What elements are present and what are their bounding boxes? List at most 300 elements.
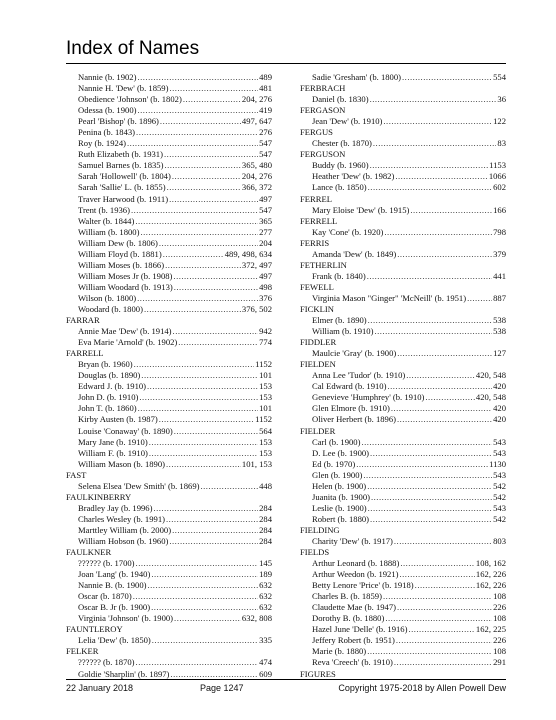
index-entry [300, 657, 506, 668]
entry-name: FIELDEN [300, 359, 336, 370]
entry-name: D. Lee (b. 1900) [312, 447, 370, 458]
index-entry [66, 282, 272, 293]
entry-name: Pearl 'Bishop' (b. 1896) [78, 116, 159, 127]
entry-name: Samuel Barnes (b. 1835) [78, 160, 164, 171]
surname-heading [300, 194, 506, 205]
index-entry [300, 403, 506, 414]
dot-leader [172, 525, 258, 536]
entry-name: FIELDER [300, 425, 336, 436]
entry-pages: 376 [259, 292, 272, 303]
dot-leader [169, 194, 258, 205]
entry-pages: 276 [259, 127, 272, 138]
surname-heading [300, 105, 506, 116]
dot-leader [169, 83, 258, 94]
dot-leader [165, 260, 241, 271]
entry-pages: 498 [259, 281, 272, 292]
entry-pages: 127 [493, 348, 506, 359]
index-entry [66, 160, 272, 171]
surname-heading [300, 547, 506, 558]
index-entry [66, 271, 272, 282]
entry-pages: 609 [259, 668, 272, 679]
index-entry [66, 525, 272, 536]
entry-name: ?????? (b. 1870) [78, 657, 135, 668]
dot-leader [135, 216, 258, 227]
dot-leader [391, 403, 492, 414]
index-entry [66, 227, 272, 238]
surname-heading [300, 359, 506, 370]
index-entry [300, 635, 506, 646]
entry-pages: 162, 226 [475, 569, 506, 580]
entry-name: Arthur Weedon (b. 1921) [312, 569, 399, 580]
dot-leader [159, 414, 254, 425]
entry-name: FARRELL [66, 348, 104, 359]
entry-name: William Woodard (b. 1913) [78, 281, 173, 292]
entry-name: FERGUS [300, 127, 333, 138]
index-entry [300, 448, 506, 459]
entry-name: FAST [66, 469, 87, 480]
entry-pages: 379 [493, 248, 506, 259]
dot-leader [151, 569, 258, 580]
entry-pages: 602 [493, 182, 506, 193]
dot-leader [166, 514, 258, 525]
index-entry [300, 437, 506, 448]
entry-name: Betty Lenore 'Price' (b. 1918) [312, 580, 414, 591]
dot-leader [387, 381, 492, 392]
index-entry [300, 558, 506, 569]
dot-leader [368, 315, 492, 326]
dot-leader [370, 448, 492, 459]
dot-leader [400, 569, 475, 580]
entry-name: Oscar (b. 1870) [78, 591, 132, 602]
entry-name: Robert (b. 1880) [312, 513, 370, 524]
dot-leader [164, 160, 240, 171]
index-entry [66, 326, 272, 337]
index-entry [66, 359, 272, 370]
entry-pages: 101, 153 [241, 458, 272, 469]
dot-leader [173, 271, 258, 282]
index-entry [66, 602, 272, 613]
dot-leader [383, 116, 492, 127]
entry-pages: 372, 497 [241, 259, 272, 270]
entry-pages: 803 [493, 535, 506, 546]
entry-name: Nannie B. (b. 1900) [78, 580, 147, 591]
entry-name: FAULKNER [66, 547, 112, 558]
dot-leader [415, 580, 475, 591]
entry-pages: 153 [259, 436, 272, 447]
entry-name: FIGURES [300, 668, 336, 679]
dot-leader [183, 94, 241, 105]
entry-name: Selena Elsea 'Dew Smith' (b. 1869) [78, 480, 200, 491]
dot-leader [385, 613, 492, 624]
entry-name: Claudette Mae (b. 1947) [312, 602, 397, 613]
dot-leader [371, 492, 492, 503]
dot-leader [140, 227, 258, 238]
dot-leader [148, 580, 259, 591]
entry-pages: 291 [493, 657, 506, 668]
entry-name: Glen Elmore (b. 1910) [312, 403, 390, 414]
index-entry [66, 437, 272, 448]
dot-leader [370, 160, 489, 171]
entry-name: Eva Marie 'Arnold' (b. 1902) [78, 337, 178, 348]
index-entry [66, 260, 272, 271]
index-entry [300, 392, 506, 403]
entry-pages: 420 [493, 403, 506, 414]
surname-heading [66, 646, 272, 657]
entry-name: Sarah 'Sallie' L. (b. 1855) [78, 182, 166, 193]
index-entry [66, 238, 272, 249]
index-entry [66, 370, 272, 381]
entry-pages: 448 [259, 480, 272, 491]
index-entry [66, 403, 272, 414]
index-entry [300, 348, 506, 359]
index-entry [300, 381, 506, 392]
index-entry [300, 481, 506, 492]
entry-pages: 36 [497, 94, 506, 105]
index-entry [300, 414, 506, 425]
index-entry [66, 580, 272, 591]
entry-name: Maulcie 'Gray' (b. 1900) [312, 348, 397, 359]
entry-pages: 284 [259, 502, 272, 513]
dot-leader [467, 293, 492, 304]
entry-pages: 284 [259, 524, 272, 535]
index-entry [300, 138, 506, 149]
index-entry [300, 646, 506, 657]
surname-heading [300, 525, 506, 536]
entry-name: Annie Mae 'Dew' (b. 1914) [78, 326, 172, 337]
dot-leader [169, 536, 258, 547]
entry-pages: 122 [493, 116, 506, 127]
dot-leader [395, 171, 487, 182]
entry-name: FAULKINBERRY [66, 491, 132, 502]
index-entry [300, 470, 506, 481]
entry-name: Nannie H. 'Dew' (b. 1859) [78, 83, 169, 94]
entry-pages: 108 [493, 646, 506, 657]
entry-name: William (b. 1910) [312, 326, 374, 337]
entry-pages: 542 [493, 480, 506, 491]
index-entry [66, 83, 272, 94]
entry-name: Daniel (b. 1830) [312, 94, 369, 105]
footer-page-number: Page 1247 [200, 683, 244, 693]
entry-pages: 632 [259, 602, 272, 613]
dot-leader [172, 171, 241, 182]
entry-pages: 277 [259, 226, 272, 237]
entry-name: Carl (b. 1900) [312, 436, 361, 447]
dot-leader [397, 414, 492, 425]
entry-pages: 365 [259, 215, 272, 226]
entry-name: Louise 'Conaway' (b. 1890) [78, 425, 173, 436]
index-entry [66, 105, 272, 116]
entry-name: FEWELL [300, 281, 334, 292]
surname-heading [300, 337, 506, 348]
entry-name: Oliver Herbert (b. 1896) [312, 414, 396, 425]
index-entry [300, 315, 506, 326]
dot-leader [397, 602, 492, 613]
dot-leader [174, 613, 241, 624]
dot-leader [144, 304, 241, 315]
surname-heading [66, 470, 272, 481]
entry-pages: 481 [259, 83, 272, 94]
index-entry [300, 613, 506, 624]
entry-pages: 376, 502 [241, 303, 272, 314]
entry-pages: 153 [259, 447, 272, 458]
entry-pages: 420 [493, 381, 506, 392]
index-entry [300, 503, 506, 514]
entry-name: William Mason (b. 1890) [78, 458, 166, 469]
dot-leader [356, 459, 488, 470]
entry-pages: 189 [259, 569, 272, 580]
entry-name: Mary Jane (b. 1910) [78, 436, 148, 447]
entry-name: FERGUSON [300, 149, 346, 160]
entry-name: William Hobson (b. 1960) [78, 535, 169, 546]
entry-pages: 543 [493, 469, 506, 480]
dot-leader [138, 403, 258, 414]
index-entry [66, 337, 272, 348]
surname-heading [300, 304, 506, 315]
dot-leader [149, 448, 258, 459]
index-entry [66, 635, 272, 646]
index-entry [66, 503, 272, 514]
entry-pages: 365, 480 [241, 160, 272, 171]
entry-name: Jean 'Dew' (b. 1910) [312, 116, 383, 127]
entry-pages: 547 [259, 138, 272, 149]
index-entry [300, 624, 506, 635]
entry-pages: 145 [259, 558, 272, 569]
entry-name: Kirby Austen (b. 1987) [78, 414, 158, 425]
entry-pages: 942 [259, 326, 272, 337]
surname-heading [300, 149, 506, 160]
dot-leader [141, 370, 258, 381]
entry-pages: 284 [259, 513, 272, 524]
dot-leader [136, 657, 259, 668]
dot-leader [368, 503, 492, 514]
index-entry [66, 171, 272, 182]
dot-leader [147, 381, 258, 392]
index-entry [300, 536, 506, 547]
dot-leader [367, 271, 492, 282]
surname-heading [66, 624, 272, 635]
surname-heading [300, 216, 506, 227]
entry-name: FARRAR [66, 315, 100, 326]
entry-name: John T. (b. 1860) [78, 403, 137, 414]
dot-leader [178, 337, 258, 348]
entry-pages: 226 [493, 635, 506, 646]
index-entry [66, 94, 272, 105]
entry-name: Jeffery Robert (b. 1951) [312, 635, 395, 646]
surname-heading [66, 547, 272, 558]
entry-pages: 798 [493, 226, 506, 237]
entry-name: Anna Lee 'Tudor' (b. 1910) [312, 370, 406, 381]
index-entry [300, 116, 506, 127]
dot-leader [370, 514, 492, 525]
index-entry [300, 492, 506, 503]
entry-name: Ed (b. 1970) [312, 458, 356, 469]
entry-name: Frank (b. 1840) [312, 270, 366, 281]
dot-leader [167, 182, 241, 193]
entry-name: Mary Eloise 'Dew' (b. 1915) [312, 204, 410, 215]
index-entry [300, 72, 506, 83]
dot-leader [163, 249, 224, 260]
index-entry [300, 227, 506, 238]
index-entry [66, 669, 272, 680]
entry-name: Cal Edward (b. 1910) [312, 381, 387, 392]
entry-pages: 420, 548 [475, 370, 506, 381]
entry-pages: 108 [493, 613, 506, 624]
surname-heading [66, 492, 272, 503]
index-entry [66, 194, 272, 205]
dot-leader [383, 591, 492, 602]
entry-name: Juanita (b. 1900) [312, 491, 370, 502]
entry-name: Woodard (b. 1800) [78, 303, 143, 314]
index-entry [300, 160, 506, 171]
entry-pages: 543 [493, 436, 506, 447]
entry-name: Reva 'Creech' (b. 1910) [312, 657, 393, 668]
dot-leader [200, 481, 258, 492]
index-entry [300, 182, 506, 193]
entry-pages: 774 [259, 337, 272, 348]
index-entry [66, 127, 272, 138]
entry-name: Edward J. (b. 1910) [78, 381, 147, 392]
entry-name: Genevieve 'Humphrey' (b. 1910) [312, 392, 425, 403]
dot-leader [425, 392, 475, 403]
entry-name: Wilson (b. 1800) [78, 292, 137, 303]
entry-pages: 335 [259, 635, 272, 646]
entry-name: John D. (b. 1910) [78, 392, 139, 403]
index-entry [300, 580, 506, 591]
dot-leader [133, 591, 258, 602]
dot-leader [402, 72, 492, 83]
entry-pages: 547 [259, 149, 272, 160]
entry-pages: 632 [259, 580, 272, 591]
entry-pages: 108 [493, 591, 506, 602]
entry-pages: 543 [493, 502, 506, 513]
entry-pages: 474 [259, 657, 272, 668]
entry-name: William Floyd (b. 1881) [78, 248, 162, 259]
entry-name: Roy (b. 1924) [78, 138, 126, 149]
entry-pages: 538 [493, 315, 506, 326]
index-entry [66, 448, 272, 459]
entry-name: Heather 'Dew' (b. 1982) [312, 171, 395, 182]
index-entry [66, 569, 272, 580]
index-entry [66, 459, 272, 470]
index-entry [66, 205, 272, 216]
dot-leader [373, 138, 497, 149]
entry-name: FERRIS [300, 237, 330, 248]
index-entry [66, 138, 272, 149]
entry-pages: 420 [493, 414, 506, 425]
entry-pages: 153 [259, 381, 272, 392]
dot-leader [410, 205, 492, 216]
footer-copyright: Copyright 1975-2018 by Allen Powell Dew [338, 683, 506, 693]
dot-leader [137, 105, 258, 116]
dot-leader [139, 392, 258, 403]
entry-name: FERREL [300, 193, 332, 204]
index-entry [300, 459, 506, 470]
entry-pages: 204, 276 [241, 171, 272, 182]
index-entry [300, 249, 506, 260]
entry-name: Lance (b. 1850) [312, 182, 367, 193]
entry-pages: 1153 [489, 160, 506, 171]
entry-name: Hazel June 'Delle' (b. 1916) [312, 624, 408, 635]
entry-pages: 497 [259, 193, 272, 204]
index-column-right [300, 72, 506, 680]
dot-leader [396, 635, 492, 646]
entry-pages: 542 [493, 513, 506, 524]
entry-pages: 166 [493, 204, 506, 215]
dot-leader [166, 459, 241, 470]
entry-name: Glen (b. 1900) [312, 469, 363, 480]
index-entry [66, 558, 272, 569]
entry-name: FERGASON [300, 105, 346, 116]
entry-pages: 1130 [489, 458, 506, 469]
index-entry [66, 657, 272, 668]
surname-heading [300, 260, 506, 271]
entry-name: Elmer (b. 1890) [312, 315, 367, 326]
entry-pages: 1152 [255, 414, 272, 425]
entry-pages: 1152 [255, 359, 272, 370]
dot-leader [363, 470, 492, 481]
entry-name: Douglas (b. 1890) [78, 370, 141, 381]
dot-leader [136, 127, 258, 138]
entry-name: Charles B. (b. 1859) [312, 591, 382, 602]
index-entry [66, 481, 272, 492]
dot-leader [400, 558, 475, 569]
entry-pages: 441 [493, 270, 506, 281]
entry-name: ?????? (b. 1700) [78, 558, 135, 569]
dot-leader [408, 624, 474, 635]
dot-leader [374, 326, 492, 337]
entry-name: Sadie 'Gresham' (b. 1800) [312, 72, 402, 82]
dot-leader [149, 437, 258, 448]
surname-heading [300, 426, 506, 437]
entry-name: Obedience 'Johnson' (b. 1802) [78, 94, 182, 105]
dot-leader [406, 370, 475, 381]
entry-name: Marttley William (b. 2000) [78, 524, 172, 535]
entry-name: Buddy (b. 1960) [312, 160, 369, 171]
entry-pages: 538 [493, 326, 506, 337]
entry-name: Dorothy B. (b. 1880) [312, 613, 385, 624]
dot-leader [370, 94, 497, 105]
index-entry [66, 381, 272, 392]
entry-name: Ruth Elizabeth (b. 1931) [78, 149, 163, 160]
dot-leader [152, 635, 258, 646]
entry-name: William Moses Jr (b. 1908) [78, 270, 173, 281]
entry-name: Helen (b. 1900) [312, 480, 367, 491]
entry-pages: 204 [259, 237, 272, 248]
dot-leader [153, 503, 258, 514]
index-entry [300, 326, 506, 337]
entry-pages: 497, 647 [241, 116, 272, 127]
entry-pages: 632, 808 [241, 613, 272, 624]
index-entry [66, 414, 272, 425]
index-entry [300, 569, 506, 580]
index-entry [66, 182, 272, 193]
entry-name: Nannie (b. 1902) [78, 72, 137, 82]
entry-pages: 153 [259, 392, 272, 403]
entry-name: FERRELL [300, 215, 338, 226]
entry-name: Chester (b. 1870) [312, 138, 372, 149]
index-entry [66, 613, 272, 624]
index-entry [66, 426, 272, 437]
entry-name: Oscar B. Jr (b. 1900) [78, 602, 151, 613]
surname-heading [300, 669, 506, 680]
entry-pages: 108, 162 [475, 558, 506, 569]
index-entry [66, 216, 272, 227]
entry-name: Joan 'Lang' (b. 1940) [78, 569, 151, 580]
surname-heading [66, 315, 272, 326]
index-entry [66, 293, 272, 304]
index-entry [66, 536, 272, 547]
dot-leader [394, 536, 492, 547]
